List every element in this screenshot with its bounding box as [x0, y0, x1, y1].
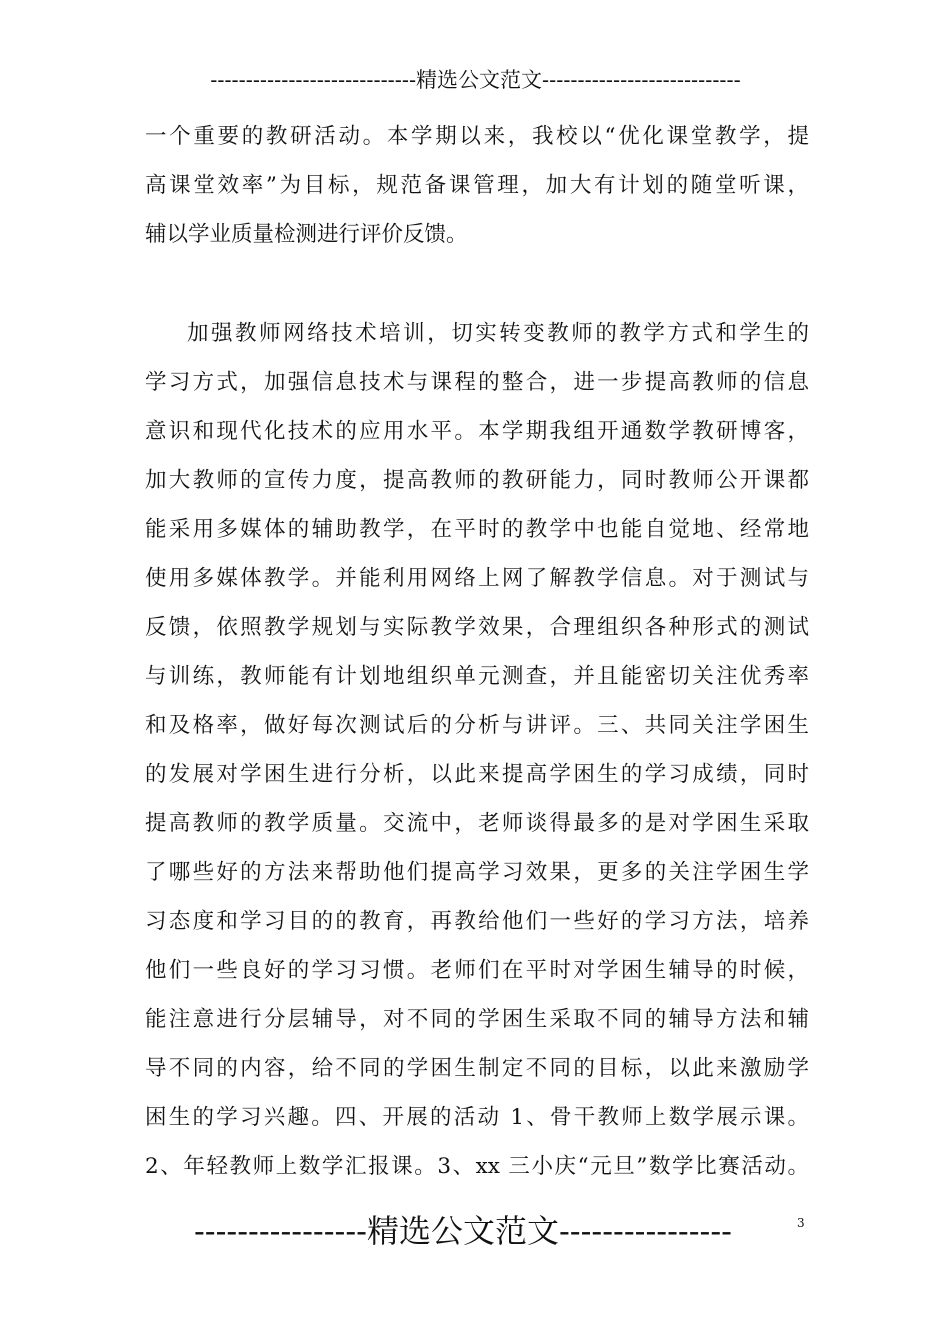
- text-line: 意识和现代化技术的应用水平。本学期我组开通数学教研博客，: [145, 419, 809, 444]
- text-line: 加强教师网络技术培训，切实转变教师的教学方式和学生的: [187, 321, 809, 346]
- text-line: 与训练，教师能有计划地组织单元测查，并且能密切关注优秀率: [145, 664, 809, 689]
- text-line: 和及格率，做好每次测试后的分析与讲评。三、共同关注学困生: [145, 713, 809, 738]
- text-line: 困生的学习兴趣。四、开展的活动 1、骨干教师上数学展示课。: [145, 1105, 809, 1130]
- text-line: 能采用多媒体的辅助教学，在平时的教学中也能自觉地、经常地: [145, 517, 809, 542]
- text-line: 能注意进行分层辅导，对不同的学困生采取不同的辅导方法和辅: [145, 1007, 809, 1032]
- paragraph-1: [145, 112, 809, 259]
- text-line: 的发展对学困生进行分析，以此来提高学困生的学习成绩，同时: [145, 762, 809, 787]
- text-line: 一个重要的教研活动。本学期以来，我校以“优化课堂教学，提: [145, 124, 809, 149]
- text-line: 加大教师的宣传力度，提高教师的教研能力，同时教师公开课都: [145, 468, 809, 493]
- text-line: 反馈，依照教学规划与实际教学效果，合理组织各种形式的测试: [145, 615, 809, 640]
- text-line: 习态度和学习目的的教育，再教给他们一些好的学习方法，培养: [145, 909, 809, 934]
- text-line: 高课堂效率”为目标，规范备课管理，加大有计划的随堂听课，: [145, 173, 809, 198]
- text-line: 导不同的内容，给不同的学困生制定不同的目标，以此来激励学: [145, 1056, 809, 1081]
- text-line: 2、年轻教师上数学汇报课。3、xx 三小庆“元旦”数学比赛活动。: [145, 1154, 809, 1179]
- page-number: 3: [797, 1216, 805, 1230]
- text-line: 辅以学业质量检测进行评价反馈。: [145, 222, 468, 247]
- text-line: 了哪些好的方法来帮助他们提高学习效果，更多的关注学困生学: [145, 860, 809, 885]
- paragraph-2: [145, 309, 809, 1191]
- text-line: 学习方式，加强信息技术与课程的整合，进一步提高教师的信息: [145, 370, 809, 395]
- text-line: 提高教师的教学质量。交流中，老师谈得最多的是对学困生采取: [145, 811, 809, 836]
- text-line: 使用多媒体教学。并能利用网络上网了解教学信息。对于测试与: [145, 566, 809, 591]
- page-header: -----------------------------精选公文范文----------------------------: [210, 68, 741, 92]
- text-line: 他们一些良好的学习习惯。老师们在平时对学困生辅导的时候，: [145, 958, 809, 983]
- page-footer: ----------------精选公文范文----------------: [193, 1212, 732, 1250]
